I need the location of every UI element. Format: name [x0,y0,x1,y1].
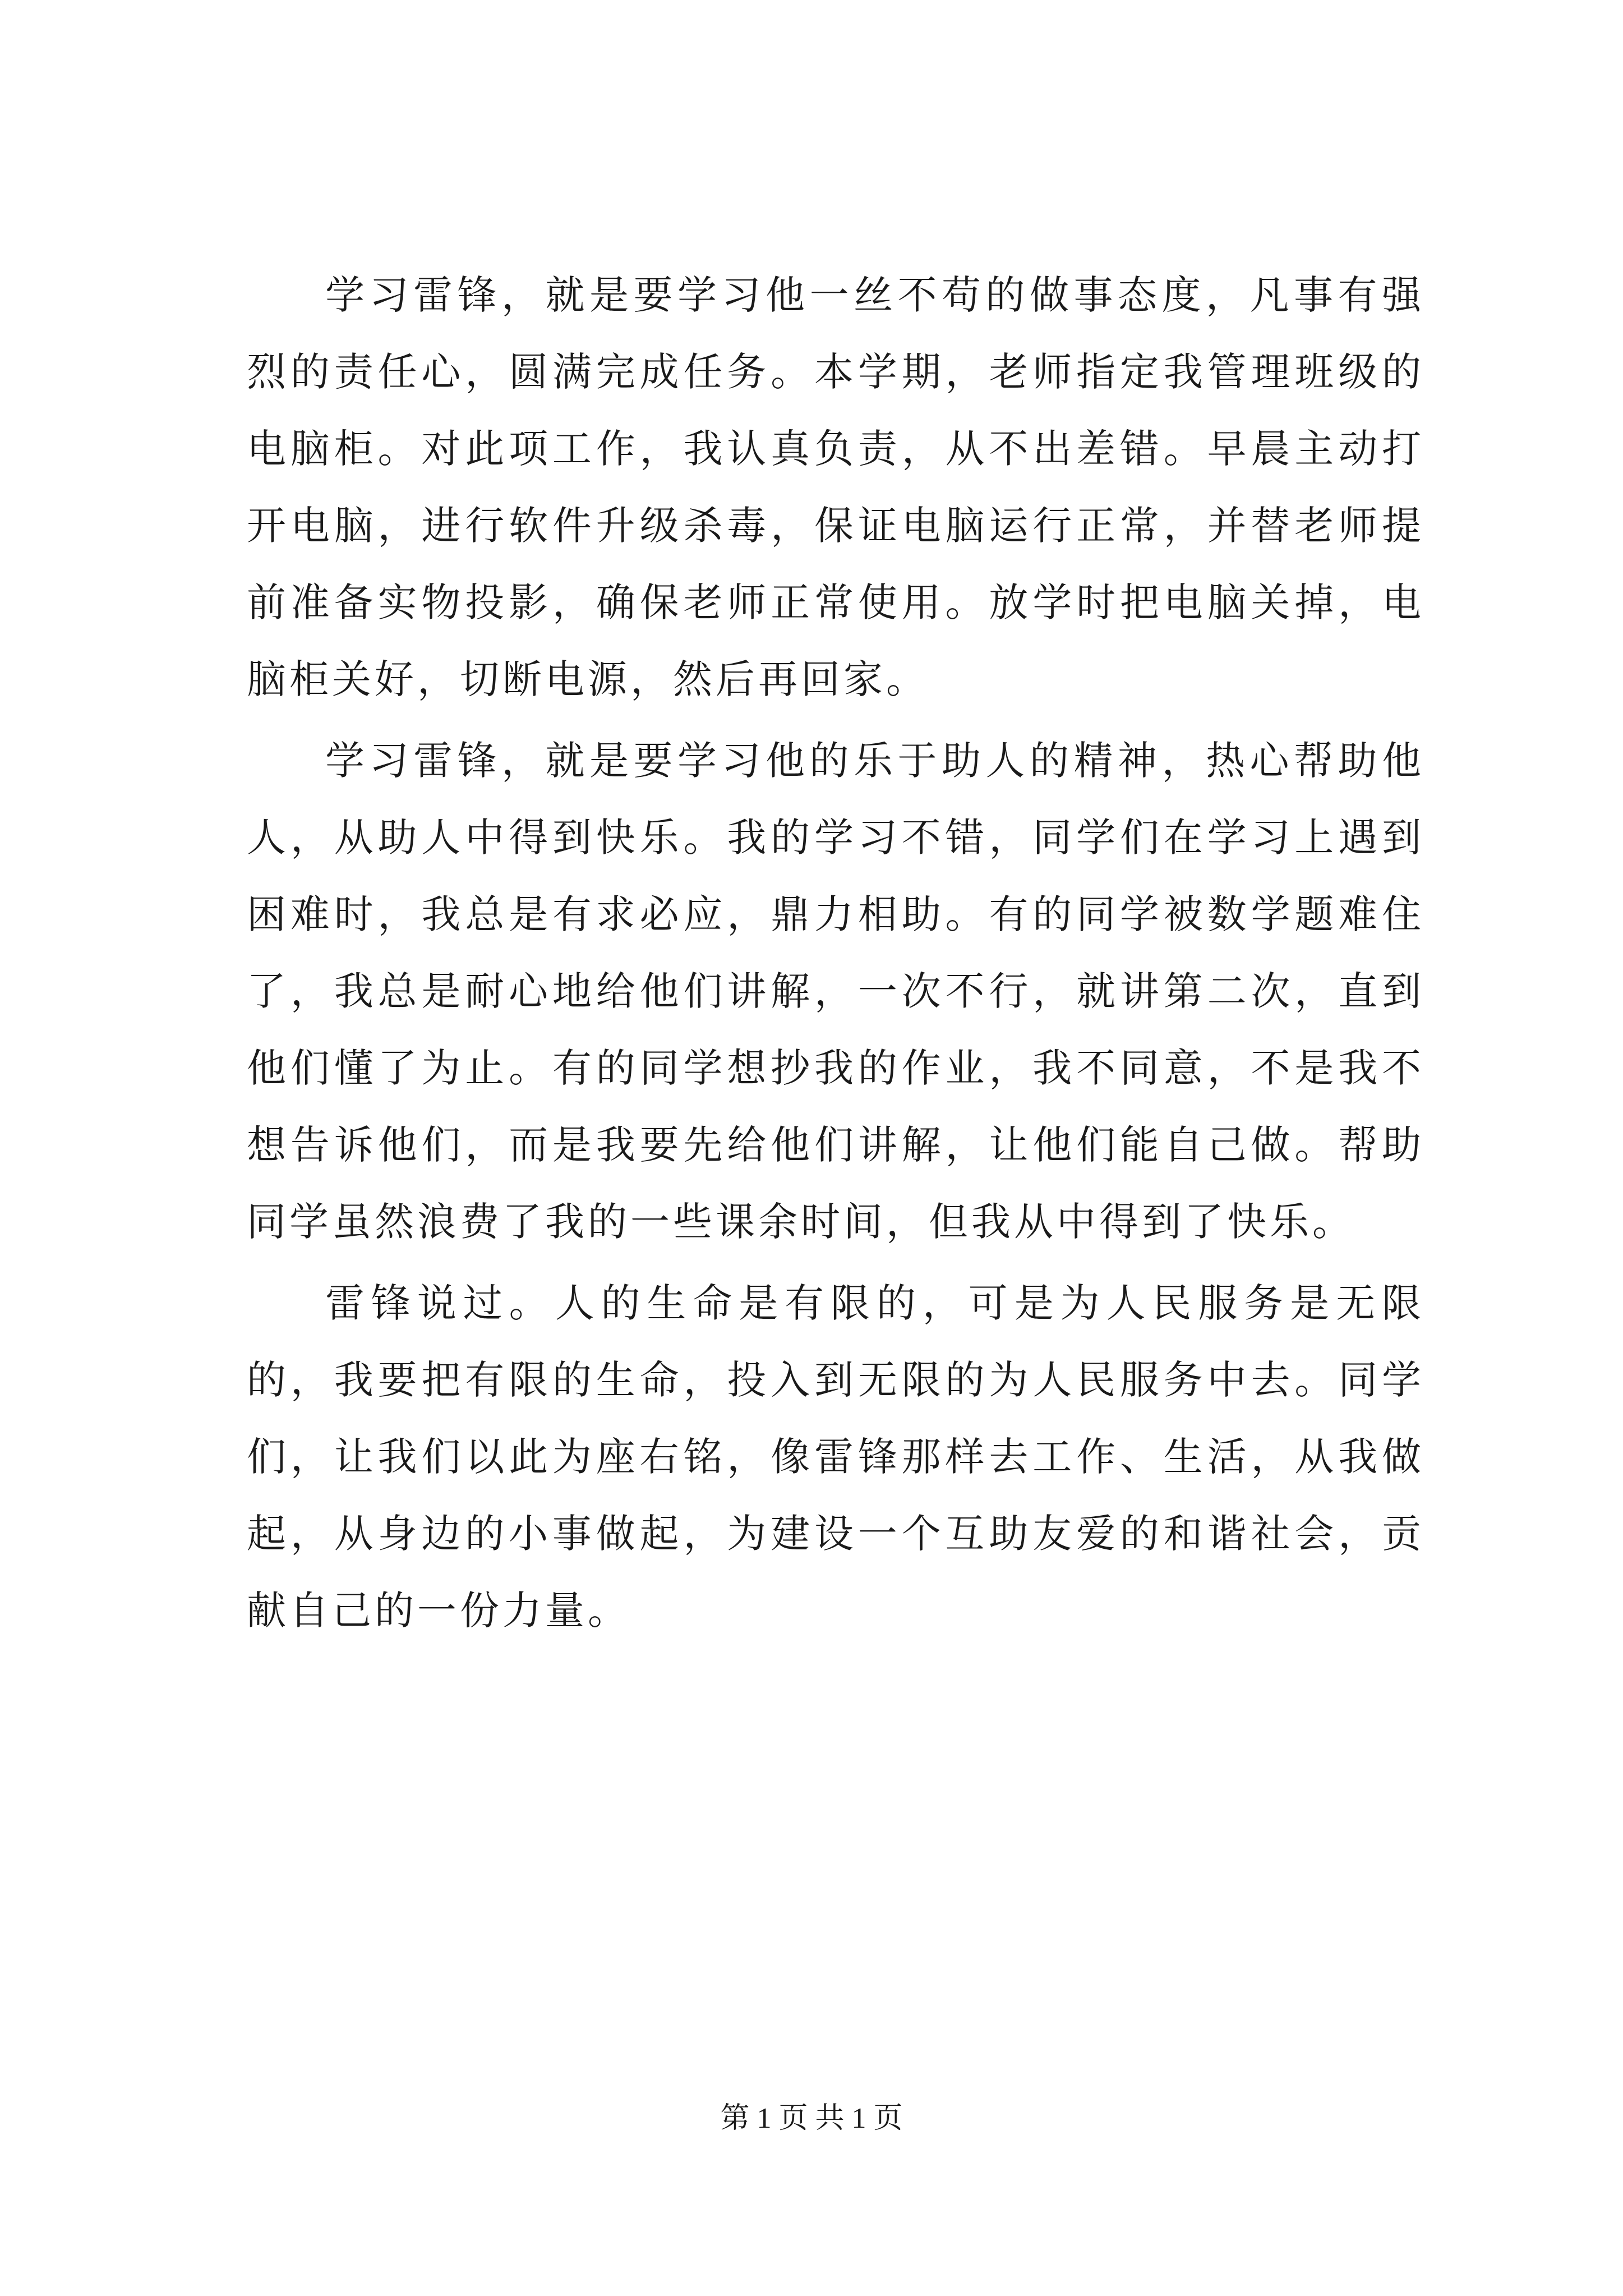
page-number-footer: 第 1 页 共 1 页 [720,2102,903,2134]
paragraph-3: 雷锋说过。人的生命是有限的，可是为人民服务是无限的，我要把有限的生命，投入到无限的为人民服务中去。同学们，让我们以此为座右铭，像雷锋那样去工作、生活，从我做起，从身边的小事做起，为建设一个互助友爱的和谐社会，贡献自己的一份力量。 [247,1280,1424,1634]
document-body [247,257,1424,1649]
paragraph-2: 学习雷锋，就是要学习他的乐于助人的精神，热心帮助他人，从助人中得到快乐。我的学习不错，同学们在学习上遇到困难时，我总是有求必应，鼎力相助。有的同学被数学题难住了，我总是耐心地给他们讲解，一次不行，就讲第二次，直到他们懂了为止。有的同学想抄我的作业，我不同意，不是我不想告诉他们，而是我要先给他们讲解，让他们能自己做。帮助同学虽然浪费了我的一些课余时间，但我从中得到了快乐。 [247,738,1424,1245]
paragraph-1: 学习雷锋，就是要学习他一丝不苟的做事态度，凡事有强烈的责任心，圆满完成任务。本学期，老师指定我管理班级的电脑柜。对此项工作，我认真负责，从不出差错。早晨主动打开电脑，进行软件升级杀毒，保证电脑运行正常，并替老师提前准备实物投影，确保老师正常使用。放学时把电脑关掉，电脑柜关好，切断电源，然后再回家。 [247,272,1424,702]
